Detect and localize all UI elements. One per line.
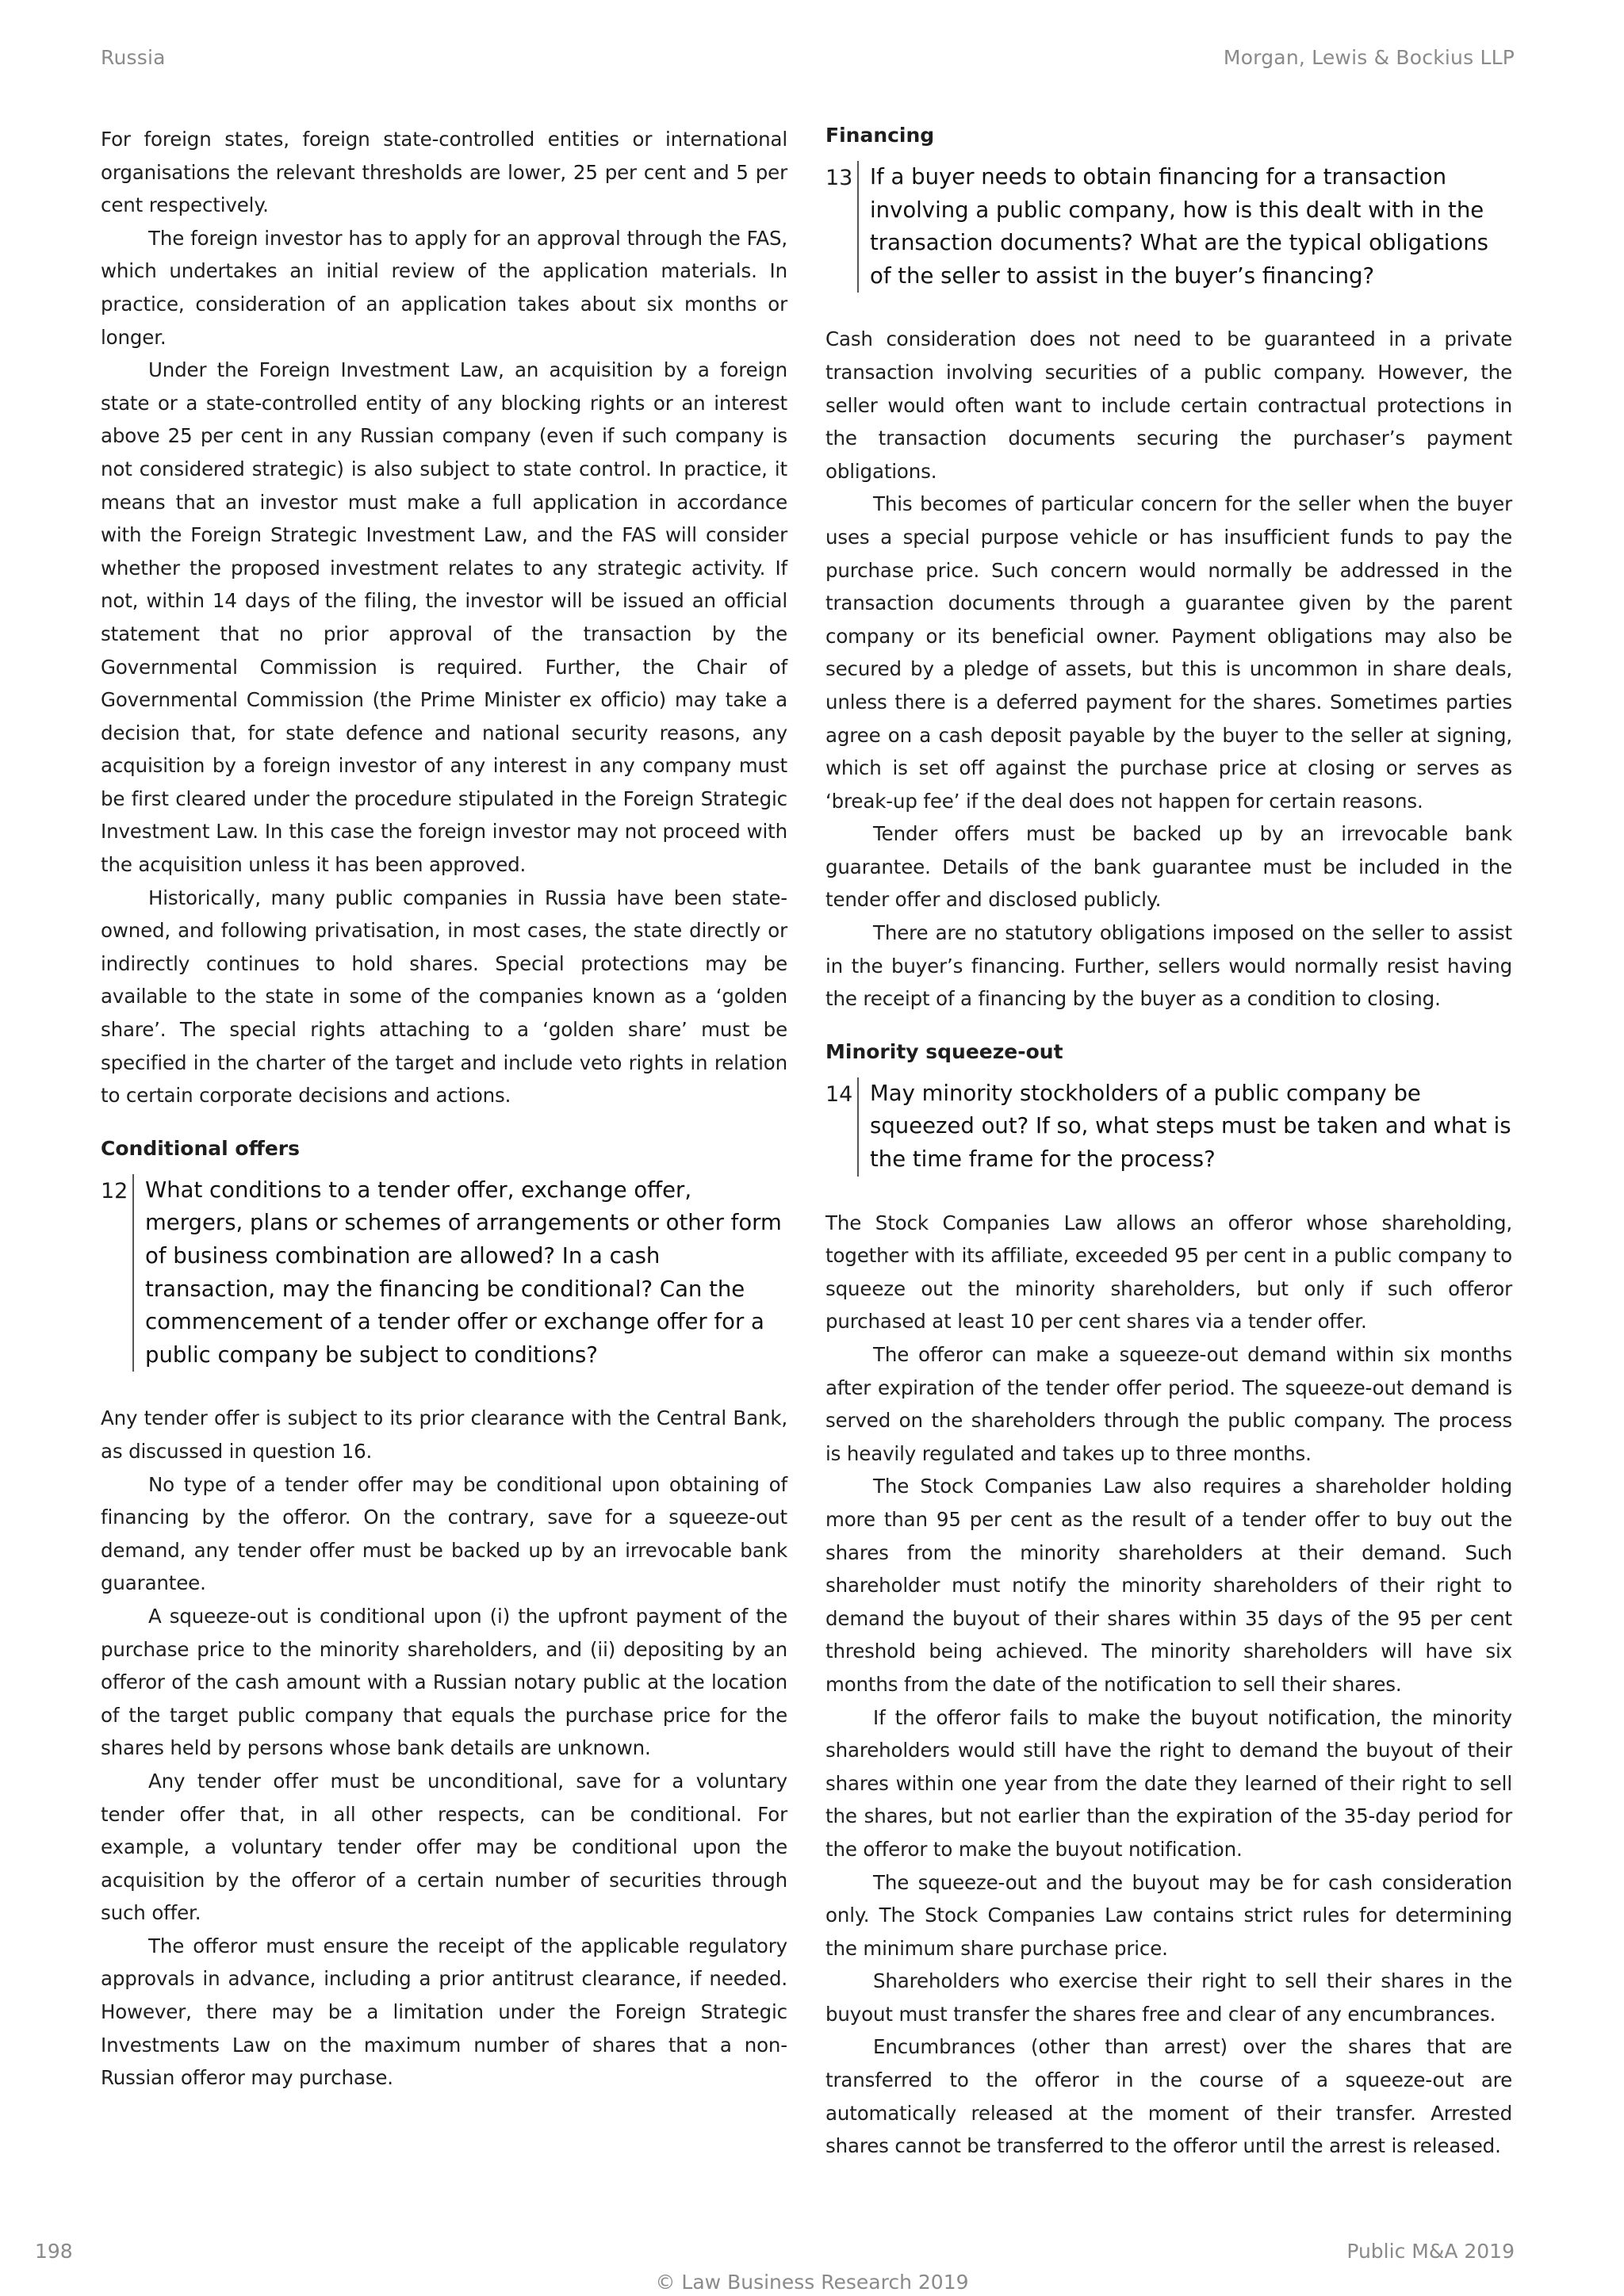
question-number: 14	[825, 1081, 853, 1107]
section-heading-conditional-offers: Conditional offers	[101, 1136, 301, 1160]
body-paragraph: Under the Foreign Investment Law, an acquisition by a foreign state or a state-controlled entity of any blocking rights or an interest above 25 per cent in any Russian company (even if such company is not considered strategic) is also subject to state control. In practice, it means that an investor must make a full application in accordance with the Foreign Strategic Investment Law, and the FAS will consider whether the proposed investment relates to any strategic activity. If not, within 14 days of the filing, the investor will be issued an official statement that no prior approval of the transaction by the Governmental Commission is required. Further, the Chair of Governmental Commission (the Prime Minister ex officio) may take a decision that, for state defence and national security reasons, any acquisition by a foreign investor of any interest in any company must be first cleared under the procedure stipulated in the Foreign Strategic Investment Law. In this case the foreign investor may not proceed with the acquisition unless it has been approved.	[101, 358, 787, 877]
running-header-country: Russia	[101, 46, 166, 69]
left-column	[101, 123, 787, 2095]
body-paragraph: This becomes of particular concern for the seller when the buyer uses a special purpose vehicle or has insufficient funds to pay the purchase price. Such concern would normally be addressed in the transaction documents through a guarantee given by the parent company or its beneficial owner. Payment obligations may also be secured by a pledge of assets, but this is uncommon in share deals, unless there is a deferred payment for the shares. Sometimes parties agree on a cash deposit payable by the buyer to the seller at signing, which is set off against the purchase price at closing or serves as ‘break-up fee’ if the deal does not happen for certain reasons.	[825, 492, 1512, 813]
answer-body	[825, 1207, 1512, 2163]
answer-body	[101, 1402, 787, 2094]
body-paragraph: For foreign states, foreign state-controlled entities or international organisations the relevant thresholds are lower, 25 per cent and 5 per cent respectively.	[101, 128, 787, 217]
body-paragraph: A squeeze-out is conditional upon (i) the upfront payment of the purchase price to the minority shareholders, and (ii) depositing by an offeror of the cash amount with a Russian notary public at the location of the target public company that equals the purchase price for the shares held by persons whose bank details are unknown.	[101, 1604, 787, 1760]
running-header-firm: Morgan, Lewis & Bockius LLP	[1223, 46, 1515, 69]
question-text: What conditions to a tender offer, exchange offer, mergers, plans or schemes of arrangements or other form of business combination are allowed? In a cash transaction, may the financing be conditional? Can the commencement of a tender offer or exchange offer for a public company be subject to conditions?	[132, 1174, 787, 1372]
section-heading-minority-squeeze-out: Minority squeeze-out	[825, 1039, 1063, 1063]
question-number: 12	[101, 1178, 128, 1203]
body-paragraph: Shareholders who exercise their right to sell their shares in the buyout must transfer the shares free and clear of any encumbrances.	[825, 1969, 1512, 2026]
right-column	[825, 123, 1512, 2163]
question-block-14	[825, 1077, 1512, 1177]
question-number: 13	[825, 166, 853, 190]
body-paragraph: If the offeror fails to make the buyout notification, the minority shareholders would still have the right to demand the buyout of their shares within one year from the date they learned of their right to sell the shares, but not earlier than the expiration of the 35-day period for the offeror to make the buyout notification.	[825, 1705, 1512, 1861]
body-paragraph: Any tender offer is subject to its prior clearance with the Central Bank, as discussed in question 16.	[101, 1406, 787, 1463]
body-paragraph: The squeeze-out and the buyout may be for cash consideration only. The Stock Companies Law contains strict rules for determining the minimum share purchase price.	[825, 1870, 1512, 1960]
body-paragraph: Cash consideration does not need to be guaranteed in a private transaction involving securities of a public company. However, the seller would often want to include certain contractual protections in the transaction documents securing the purchaser’s payment obligations.	[825, 327, 1512, 483]
answer-body	[825, 323, 1512, 1015]
body-paragraph: The foreign investor has to apply for an approval through the FAS, which undertakes an initial review of the application materials. In practice, consideration of an application takes about six months or longer.	[101, 226, 787, 349]
publication-title: Public M&A 2019	[1346, 2240, 1515, 2263]
section-heading-financing: Financing	[825, 124, 935, 147]
question-text: May minority stockholders of a public company be squeezed out? If so, what steps must be taken and what is the time frame for the process?	[857, 1077, 1512, 1177]
body-paragraph: Tender offers must be backed up by an irrevocable bank guarantee. Details of the bank guarantee must be included in the tender offer and disclosed publicly.	[825, 822, 1512, 912]
body-paragraph: The offeror must ensure the receipt of the applicable regulatory approvals in advance, including a prior antitrust clearance, if needed. However, there may be a limitation under the Foreign Strategic Investments Law on the maximum number of shares that a non-Russian offeror may purchase.	[101, 1934, 787, 2090]
body-paragraph: The Stock Companies Law also requires a shareholder holding more than 95 per cent as the result of a tender offer to buy out the shares from the minority shareholders at their demand. Such shareholder must notify the minority shareholders of their right to demand the buyout of their shares within 35 days of the 95 per cent threshold being achieved. The minority shareholders will have six months from the date of the notification to sell their shares.	[825, 1475, 1512, 1696]
body-paragraph: No type of a tender offer may be conditional upon obtaining of financing by the offeror. On the contrary, save for a squeeze-out demand, any tender offer must be backed up by an irrevocable bank guarantee.	[101, 1472, 787, 1595]
body-paragraph: Encumbrances (other than arrest) over the shares that are transferred to the offeror in the course of a squeeze-out are automatically released at the moment of their transfer. Arrested shares cannot be transferred to the offeror until the arrest is released.	[825, 2035, 1512, 2158]
body-paragraph: The offeror can make a squeeze-out demand within six months after expiration of the tender offer period. The squeeze-out demand is served on the shareholders through the public company. The process is heavily regulated and takes up to three months.	[825, 1343, 1512, 1465]
body-paragraph: The Stock Companies Law allows an offeror whose shareholding, together with its affiliate, exceeded 95 per cent in a public company to squeeze out the minority shareholders, but only if such offeror purchased at least 10 per cent shares via a tender offer.	[825, 1211, 1512, 1334]
body-paragraph: There are no statutory obligations imposed on the seller to assist in the buyer’s financing. Further, sellers would normally resist having the receipt of a financing by the buyer as a condition to closing.	[825, 921, 1512, 1011]
body-paragraph: Historically, many public companies in Russia have been state-owned, and following privatisation, in most cases, the state directly or indirectly continues to hold shares. Special protections may be available to the state in some of the companies known as a ‘golden share’. The special rights attaching to a ‘golden share’ must be specified in the charter of the target and include veto rights in relation to certain corporate decisions and actions.	[101, 886, 787, 1108]
page-number: 198	[35, 2240, 73, 2263]
body-paragraph: Any tender offer must be unconditional, save for a voluntary tender offer that, in all other respects, can be conditional. For example, a voluntary tender offer may be conditional upon the acquisition by the offeror of a certain number of securities through such offer.	[101, 1769, 787, 1925]
question-block-13	[825, 161, 1512, 293]
question-block-12	[101, 1174, 787, 1372]
question-text: If a buyer needs to obtain financing for a transaction involving a public company, how is this dealt with in the transaction documents? What are the typical obligations of the seller to assist in the buyer’s financing?	[857, 161, 1512, 293]
copyright-notice: © Law Business Research 2019	[655, 2271, 969, 2294]
